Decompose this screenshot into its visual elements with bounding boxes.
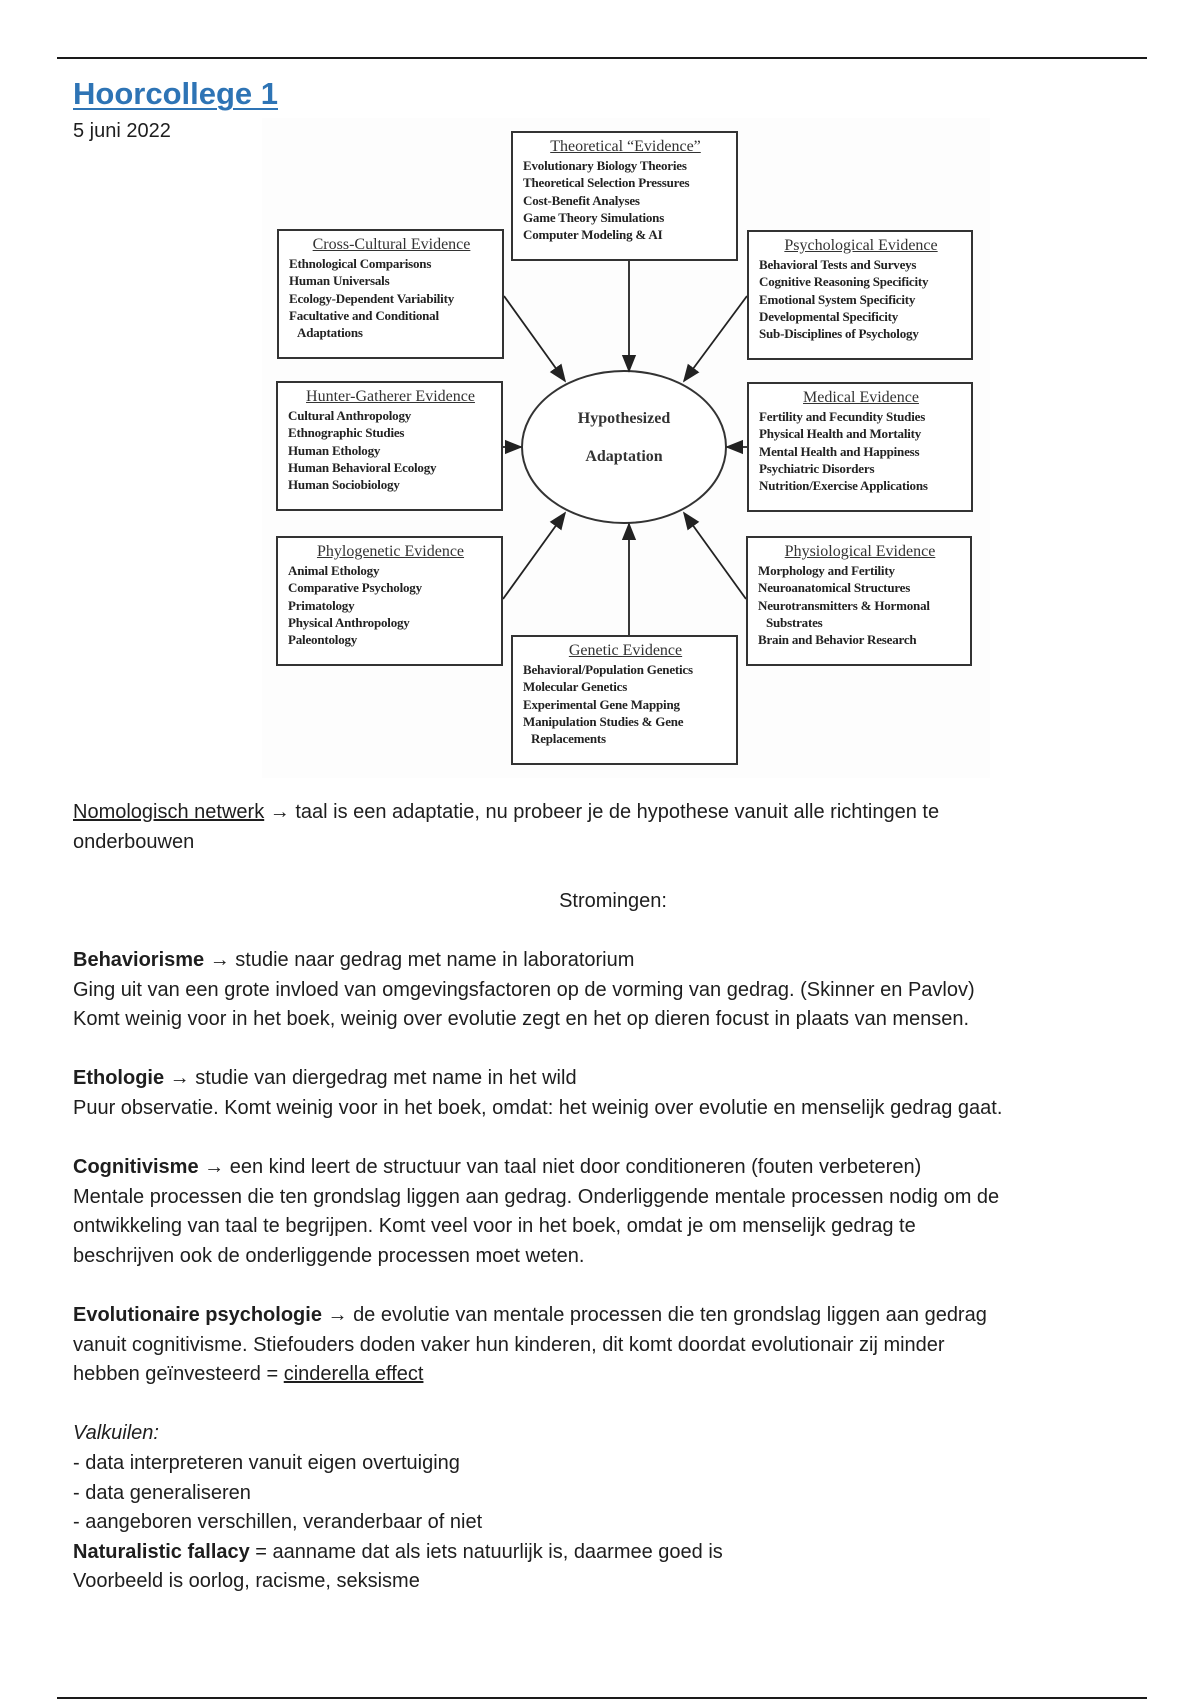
box-item: Human Behavioral Ecology: [288, 459, 437, 475]
box-item: Behavioral/Population Genetics: [523, 662, 693, 677]
term-evolutionaire-psychologie: Evolutionaire psychologie: [73, 1304, 322, 1327]
box-title: Cross-Cultural Evidence: [312, 236, 471, 253]
box-item: Animal Ethology: [288, 563, 380, 578]
box-item: Paleontology: [288, 632, 358, 648]
arrow-glyph: →: [204, 948, 236, 971]
term-naturalistic-fallacy: Naturalistic fallacy: [73, 1540, 250, 1563]
box-item: Morphology and Fertility: [758, 563, 895, 578]
box-item: Ethnographic Studies: [288, 425, 405, 441]
box-item: Molecular Genetics: [523, 679, 628, 695]
box-item: Theoretical Selection Pressures: [523, 175, 690, 191]
ethologie-heading: [73, 1064, 1153, 1094]
cognitivisme-heading: [73, 1153, 1153, 1183]
term-nomologisch-netwerk: Nomologisch netwerk: [73, 801, 265, 823]
box-item: Replacements: [531, 731, 606, 747]
box-item: Ethnological Comparisons: [289, 256, 432, 271]
box-item: Physical Anthropology: [288, 614, 410, 630]
fallacy-definition: = aanname dat als iets natuurlijk is, daarmee goed is: [249, 1540, 723, 1563]
box-item: Nutrition/Exercise Applications: [759, 478, 928, 494]
evolutionaire-heading: [73, 1301, 1153, 1331]
valkuilen-item: - data interpreteren vanuit eigen overtuiging: [73, 1452, 460, 1475]
center-label-line1: Hypothesized: [577, 410, 671, 427]
behaviorisme-line: Komt weinig voor in het boek, weinig over evolutie zegt en het op dieren focust in plaats van mensen.: [73, 1008, 970, 1031]
box-item: Human Universals: [289, 273, 390, 289]
term-cognitivisme: Cognitivisme: [73, 1156, 199, 1179]
box-title: Genetic Evidence: [568, 642, 683, 659]
arrow-physiological: [684, 513, 746, 599]
box-item: Emotional System Specificity: [759, 291, 916, 307]
arrow-glyph: →: [198, 1156, 230, 1179]
definition: studie naar gedrag met name in laboratorium: [235, 948, 635, 971]
definition: een kind leert de structuur van taal niet door conditioneren (fouten verbeteren): [229, 1156, 922, 1179]
box-medical: [747, 382, 973, 512]
section-heading-stromingen: Stromingen:: [559, 889, 667, 912]
document-title: Hoorcollege 1: [73, 76, 278, 111]
box-item: Primatology: [288, 597, 355, 613]
box-title: Physiological Evidence: [784, 543, 936, 560]
box-item: Cognitive Reasoning Specificity: [759, 274, 929, 290]
arrow-glyph: →: [264, 801, 296, 823]
box-item: Evolutionary Biology Theories: [523, 158, 687, 173]
box-item: Experimental Gene Mapping: [523, 696, 680, 712]
box-item: Cost-Benefit Analyses: [523, 192, 640, 208]
box-item: Comparative Psychology: [288, 580, 422, 596]
blank: [73, 857, 1153, 887]
definition: de evolutie van mentale processen die ten grondslag liggen aan gedrag: [353, 1304, 987, 1327]
term-cinderella-effect: cinderella effect: [283, 1363, 424, 1386]
box-item: Physical Health and Mortality: [759, 426, 922, 442]
bottom-rule: [57, 1697, 1147, 1699]
term-ethologie: Ethologie: [73, 1067, 165, 1090]
cognitivisme-line: Mentale processen die ten grondslag liggen aan gedrag. Onderliggende mentale processen nodig om de: [73, 1185, 1000, 1208]
blank: [73, 1390, 1153, 1420]
box-title: Phylogenetic Evidence: [316, 543, 465, 560]
definition: studie van diergedrag met name in het wild: [195, 1067, 577, 1090]
behaviorisme-heading: [73, 946, 1153, 976]
box-item: Ecology-Dependent Variability: [289, 290, 455, 306]
fallacy-example: Voorbeeld is oorlog, racisme, seksisme: [73, 1570, 420, 1593]
document-date: 5 juni 2022: [73, 120, 171, 142]
evolutionaire-text: hebben geïnvesteerd =: [73, 1363, 284, 1386]
arrow-glyph: →: [321, 1304, 354, 1327]
box-item: Manipulation Studies & Gene: [523, 713, 684, 729]
arrow-phylogenetic: [503, 513, 565, 599]
box-item: Adaptations: [297, 325, 363, 341]
cognitivisme-line: beschrijven ook de onderliggende processen moet weten.: [73, 1244, 585, 1267]
box-physiological: [746, 536, 972, 666]
blank: [73, 1124, 1153, 1154]
box-title: Hunter-Gatherer Evidence: [306, 388, 475, 405]
box-item: Behavioral Tests and Surveys: [759, 257, 917, 272]
box-cross-cultural: [277, 229, 504, 359]
box-genetic: [511, 635, 738, 765]
valkuilen-item: - data generaliseren: [73, 1481, 251, 1504]
box-item: Human Sociobiology: [288, 477, 400, 493]
box-item: Brain and Behavior Research: [758, 632, 917, 648]
box-item: Cultural Anthropology: [288, 408, 412, 423]
arrow-cross-cultural: [504, 296, 565, 381]
ethologie-line: Puur observatie. Komt weinig voor in het boek, omdat: het weinig over evolutie en menselijk gedrag gaat.: [73, 1096, 1003, 1119]
box-item: Game Theory Simulations: [523, 209, 665, 225]
box-item: Neuroanatomical Structures: [758, 580, 911, 596]
box-item: Neurotransmitters & Hormonal: [758, 597, 930, 613]
evolutionaire-line: vanuit cognitivisme. Stiefouders doden vaker hun kinderen, dit komt doordat evolutionair zij minder: [73, 1333, 945, 1356]
cognitivisme-line: ontwikkeling van taal te begrijpen. Komt veel voor in het boek, omdat je om menselijk gedrag te: [73, 1215, 916, 1238]
blank: [73, 916, 1153, 946]
nomologisch-line-2: onderbouwen: [73, 830, 195, 853]
box-item: Substrates: [766, 614, 823, 630]
document-body: [73, 798, 1153, 1597]
term-behaviorisme: Behaviorisme: [73, 948, 205, 971]
valkuilen-item: - aangeboren verschillen, veranderbaar of niet: [73, 1511, 483, 1534]
arrow-glyph: →: [164, 1067, 196, 1090]
center-label-line2: Adaptation: [585, 448, 663, 465]
evolutionaire-line: [73, 1360, 1153, 1390]
center-label: [522, 410, 726, 466]
box-item: Psychiatric Disorders: [759, 460, 875, 476]
valkuilen-label: Valkuilen:: [73, 1422, 159, 1445]
nomologisch-line: [73, 798, 1153, 828]
blank: [73, 1035, 1153, 1065]
box-theoretical: [511, 131, 738, 261]
box-psychological: [747, 230, 973, 360]
behaviorisme-line: Ging uit van een grote invloed van omgevingsfactoren op de vorming van gedrag. (Skinner en Pavlov): [73, 978, 975, 1001]
box-title: Medical Evidence: [803, 389, 919, 406]
box-title: Psychological Evidence: [784, 237, 938, 254]
box-item: Fertility and Fecundity Studies: [759, 409, 926, 424]
box-item: Sub-Disciplines of Psychology: [759, 326, 919, 342]
box-item: Mental Health and Happiness: [759, 443, 920, 459]
box-phylogenetic: [276, 536, 503, 666]
box-item: Computer Modeling & AI: [523, 227, 663, 243]
fallacy-line: [73, 1538, 1153, 1568]
blank: [73, 1272, 1153, 1302]
box-item: Human Ethology: [288, 442, 381, 458]
box-hunter-gatherer: [276, 381, 503, 511]
box-item: Developmental Specificity: [759, 308, 899, 324]
valkuilen-heading: [73, 1419, 1153, 1449]
arrow-psychological: [684, 296, 747, 381]
nomologisch-text: taal is een adaptatie, nu probeer je de hypothese vanuit alle richtingen te: [295, 801, 940, 823]
box-item: Facultative and Conditional: [289, 307, 439, 323]
box-title: Theoretical “Evidence”: [550, 138, 701, 155]
